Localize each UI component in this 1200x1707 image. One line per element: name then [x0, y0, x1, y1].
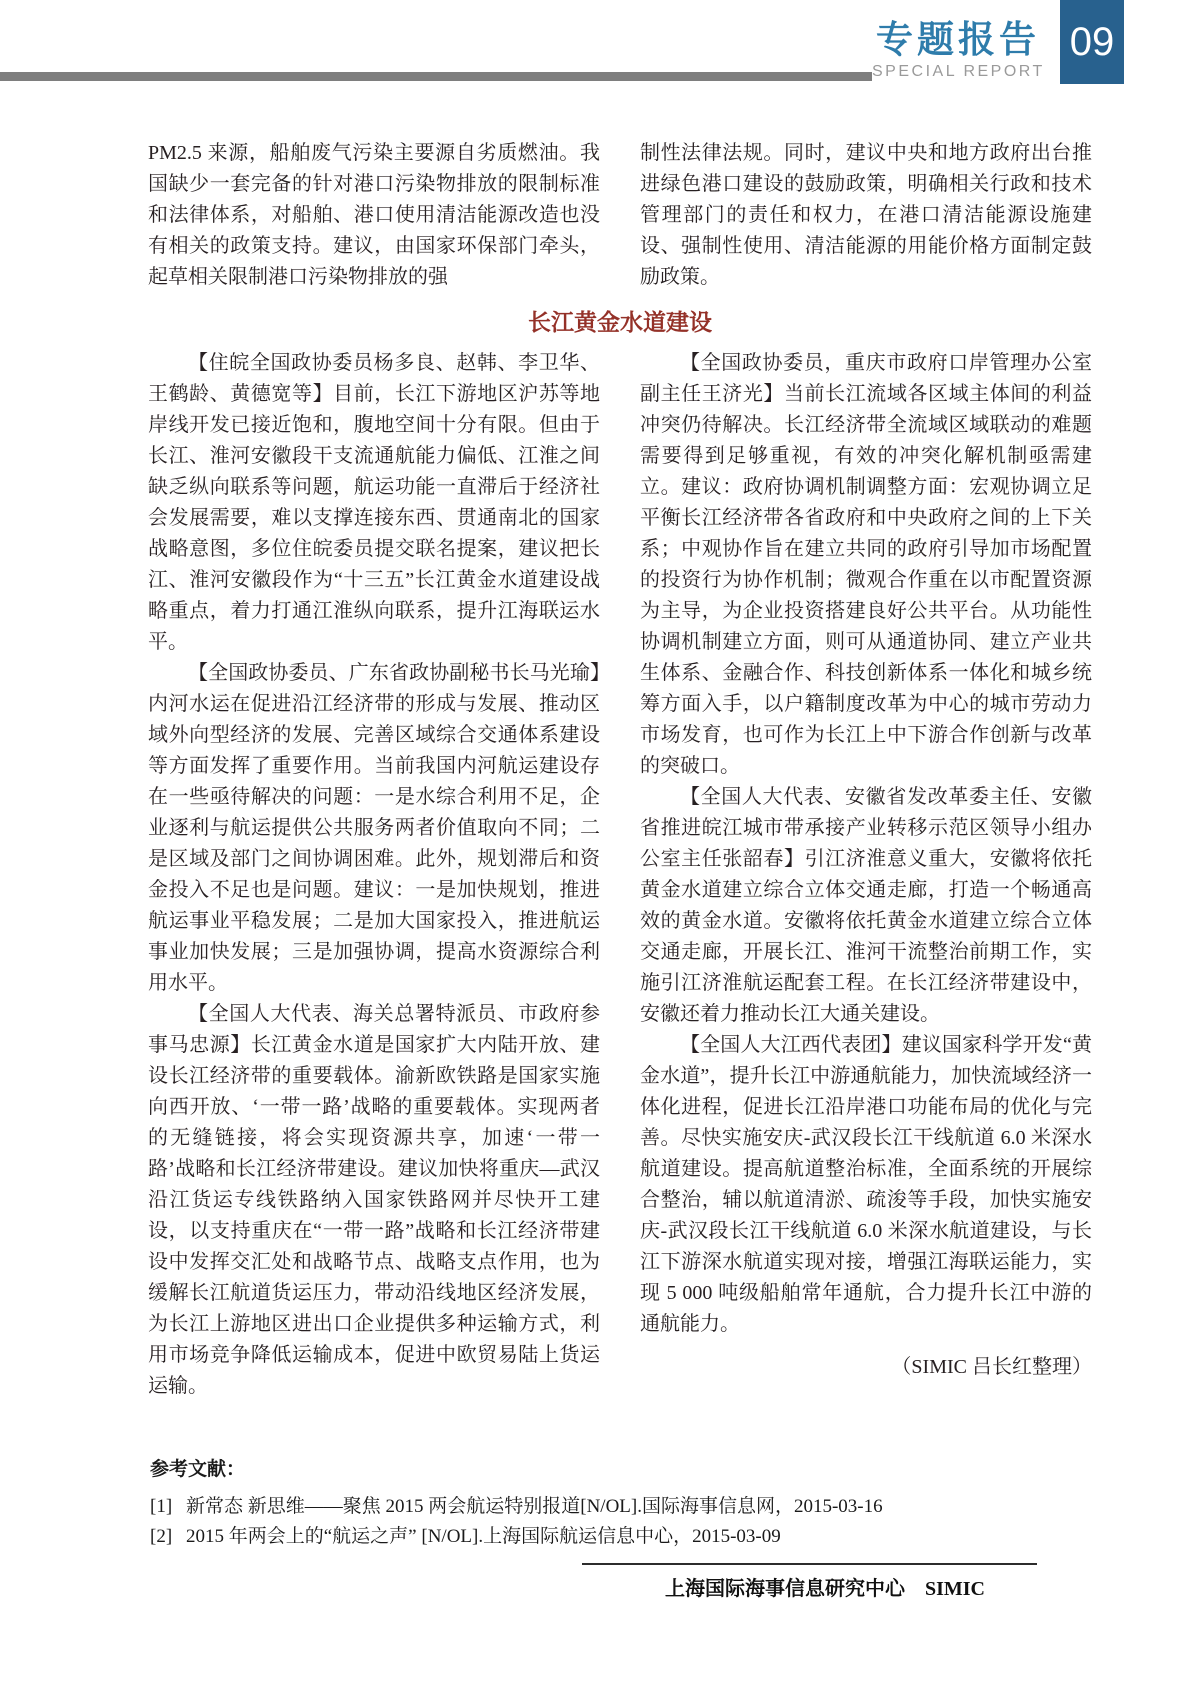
intro-left-paragraph: PM2.5 来源，船舶废气污染主要源自劣质燃油。我国缺少一套完备的针对港口污染物排放的限制标准和法律体系，对船舶、港口使用清洁能源改造也没有相关的政策支持。建议，由国家环保部门牵头，起草相关限制港口污染物排放的强 [148, 142, 600, 288]
body-paragraph: 【全国人大江西代表团】建议国家科学开发“黄金水道”，提升长江中游通航能力，加快流域经济一体化进程，促进长江沿岸港口功能布局的优化与完善。尽快实施安庆-武汉段长江干线航道 6.0 米深水航道建设。提高航道整治标准，全面系统的开展综合整治，辅以航道清淤、疏浚等手段，加快实施安庆-武汉段长江干线航道 6.0 米深水航道建设，与长江下游深水航道实现对接，增强江海联运能力，实现 5 000 吨级船舶常年通航，合力提升长江中游的通航能力。 [640, 1034, 1092, 1335]
section-left-column [148, 348, 600, 1402]
page-number-badge [1060, 0, 1124, 84]
footer-organization: 上海国际海事信息研究中心 SIMIC [664, 1578, 985, 1600]
intro-right-paragraph: 制性法律法规。同时，建议中央和地方政府出台推进绿色港口建设的鼓励政策，明确相关行政和技术管理部门的责任和权力，在港口清洁能源设施建设、强制性使用、清洁能源的用能价格方面制定鼓励政策。 [640, 142, 1092, 288]
section-right-column [640, 348, 1092, 1402]
body-paragraph: 【全国政协委员，重庆市政府口岸管理办公室副主任王济光】当前长江流域各区域主体间的利益冲突仍待解决。长江经济带全流域区域联动的难题需要得到足够重视，有效的冲突化解机制亟需建立。建议：政府协调机制调整方面：宏观协调立足平衡长江经济带各省政府和中央政府之间的上下关系；中观协作旨在建立共同的政府引导加市场配置的投资行为协作机制；微观合作重在以市配置资源为主导，为企业投资搭建良好公共平台。从功能性协调机制建立方面，则可从通道协同、建立产业共生体系、金融合作、科技创新体系一体化和城乡统筹方面入手，以户籍制度改革为中心的城市劳动力市场发育，也可作为长江上中下游合作创新与改革的突破口。 [640, 352, 1092, 777]
references-section [150, 1458, 1050, 1552]
header [872, 20, 1044, 81]
references-heading: 参考文献： [150, 1459, 246, 1480]
body-paragraph: 【住皖全国政协委员杨多良、赵韩、李卫华、王鹤龄、黄德宽等】目前，长江下游地区沪苏等地岸线开发已接近饱和，腹地空间十分有限。但由于长江、淮河安徽段干支流通航能力偏低、江淮之间缺乏纵向联系等问题，航运功能一直滞后于经济社会发展需要，难以支撑连接东西、贯通南北的国家战略意图，多位住皖委员提交联名提案，建议把长江、淮河安徽段作为“十三五”长江黄金水道建设战略重点，着力打通江淮纵向联系，提升江海联运水平。 [148, 352, 600, 653]
reference-item [150, 1522, 1050, 1552]
footer-divider-line [582, 1563, 1037, 1565]
page-title: 专题报告 [876, 19, 1040, 60]
editor-attribution: （SIMIC 吕长红整理） [891, 1356, 1092, 1378]
page-number: 09 [1069, 19, 1115, 64]
reference-label: [1] [150, 1496, 173, 1517]
intro-left-column [148, 138, 600, 293]
reference-text: 新常态 新思维——聚焦 2015 两会航运特别报道[N/OL].国际海事信息网，2015-03-16 [186, 1496, 883, 1517]
reference-label: [2] [150, 1526, 173, 1547]
header-divider-bar [0, 72, 872, 81]
reference-item [150, 1492, 1050, 1522]
body-paragraph: 【全国人大代表、海关总署特派员、市政府参事马忠源】长江黄金水道是国家扩大内陆开放、建设长江经济带的重要载体。渝新欧铁路是国家实施向西开放、‘一带一路’战略的重要载体。实现两者的无缝链接，将会实现资源共享，加速‘一带一路’战略和长江经济带建设。建议加快将重庆—武汉沿江货运专线铁路纳入国家铁路网并尽快开工建设，以支持重庆在“一带一路”战略和长江经济带建设中发挥交汇处和战略节点、战略支点作用，也为缓解长江航道货运压力，带动沿线地区经济发展，为长江上游地区进出口企业提供多种运输方式，利用市场竞争降低运输成本，促进中欧贸易陆上货运运输。 [148, 1003, 600, 1397]
article-body [148, 138, 1092, 1402]
section-columns [148, 348, 1092, 1402]
body-paragraph: 【全国人大代表、安徽省发改革委主任、安徽省推进皖江城市带承接产业转移示范区领导小组办公室主任张韶春】引江济淮意义重大，安徽将依托黄金水道建立综合立体交通走廊，打造一个畅通高效的黄金水道。安徽将依托黄金水道建立综合立体交通走廊，开展长江、淮河干流整治前期工作，实施引江济淮航运配套工程。在长江经济带建设中，安徽还着力推动长江大通关建设。 [640, 786, 1092, 1025]
intro-columns [148, 138, 1092, 293]
reference-text: 2015 年两会上的“航运之声” [N/OL].上海国际航运信息中心，2015-03-09 [186, 1526, 781, 1547]
body-paragraph: 【全国政协委员、广东省政协副秘书长马光瑜】内河水运在促进沿江经济带的形成与发展、推动区域外向型经济的发展、完善区域综合交通体系建设等方面发挥了重要作用。当前我国内河航运建设存在一些亟待解决的问题：一是水综合利用不足，企业逐利与航运提供公共服务两者价值取向不同；二是区域及部门之间协调困难。此外，规划滞后和资金投入不足也是问题。建议：一是加快规划，推进航运事业平稳发展；二是加大国家投入，推进航运事业加快发展；三是加强协调，提高水资源综合利用水平。 [148, 662, 600, 994]
intro-right-column [640, 138, 1092, 293]
section-heading: 长江黄金水道建设 [528, 310, 712, 335]
page-subtitle: SPECIAL REPORT [872, 63, 1045, 80]
